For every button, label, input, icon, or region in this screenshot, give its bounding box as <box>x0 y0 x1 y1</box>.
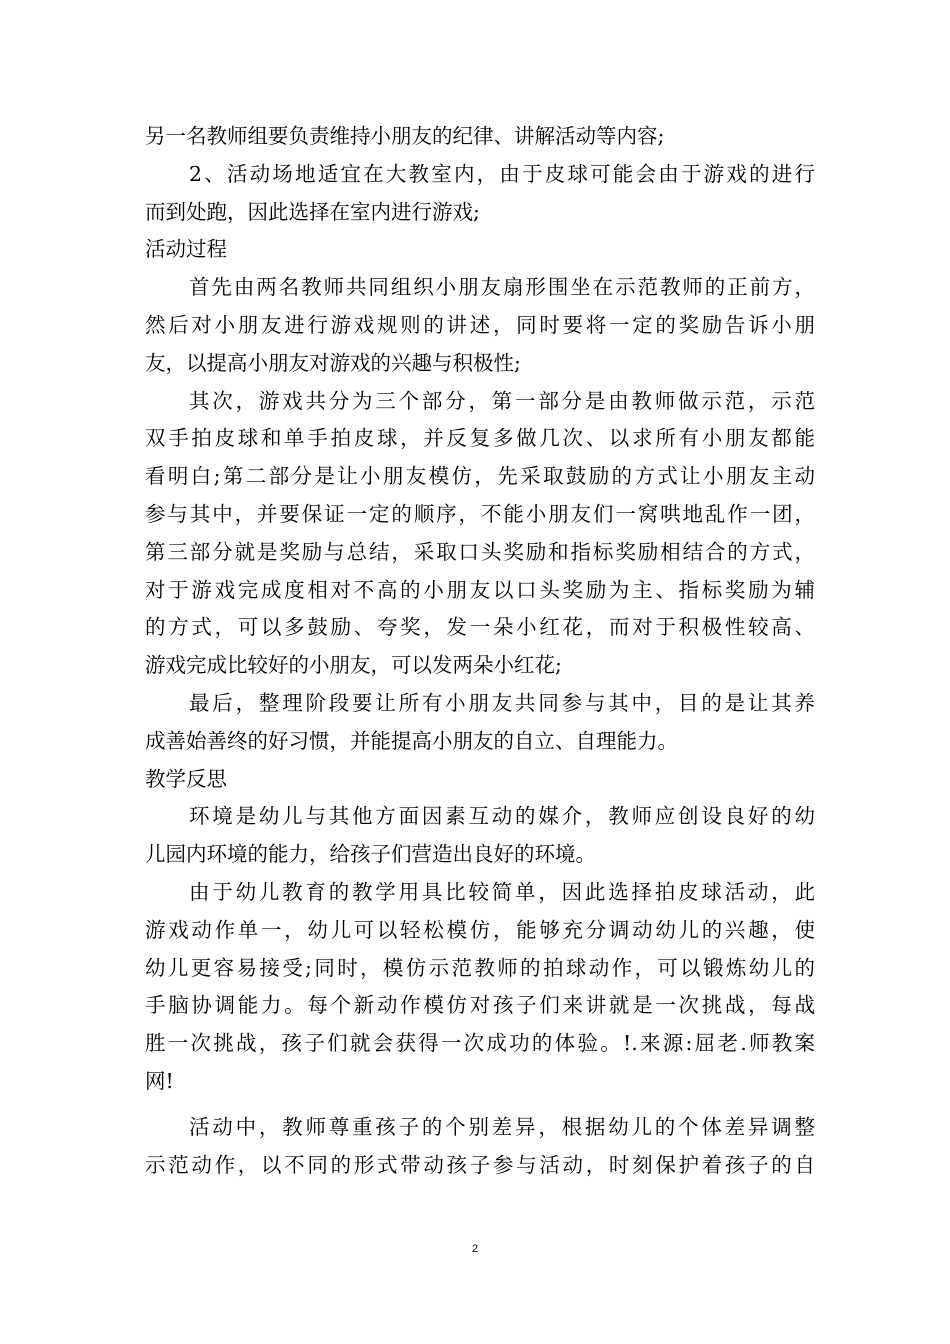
text-line: 游戏动作单一，幼儿可以轻松模仿，能够充分调动幼儿的兴趣，使 <box>145 917 815 942</box>
text-line: 第三部分就是奖励与总结，采取口头奖励和指标奖励相结合的方式， <box>145 539 815 564</box>
text-line: 其次，游戏共分为三个部分，第一部分是由教师做示范，示范 <box>189 388 815 413</box>
text-line: 另一名教师组要负责维持小朋友的纪律、讲解活动等内容; <box>145 124 665 148</box>
text-line: 最后，整理阶段要让所有小朋友共同参与其中，目的是让其养 <box>189 690 815 715</box>
text-line: 胜一次挑战，孩子们就会获得一次成功的体验。!.来源:屈老.师教案 <box>145 1031 815 1056</box>
text-line: 首先由两名教师共同组织小朋友扇形围坐在示范教师的正前方， <box>189 275 815 300</box>
section-activity-process <box>145 231 815 760</box>
paragraph-process-second <box>145 383 815 685</box>
text-line: 网! <box>145 1068 174 1093</box>
text-line: 的方式，可以多鼓励、夸奖，发一朵小红花，而对于积极性较高、 <box>145 615 815 640</box>
page-number: 2 <box>471 1243 479 1255</box>
text-line: 环境是幼儿与其他方面因素互动的媒介，教师应创设良好的幼 <box>189 804 815 829</box>
text-line: 示范动作，以不同的形式带动孩子参与活动，时刻保护着孩子的自 <box>145 1152 815 1177</box>
text-line: 成善始善终的好习惯，并能提高小朋友的自立、自理能力。 <box>145 728 678 753</box>
paragraph-continuation-discipline <box>145 118 815 156</box>
paragraph-venue <box>145 156 815 232</box>
paragraph-reflection-differences <box>145 1109 815 1185</box>
paragraph-spacer <box>145 1101 815 1109</box>
paragraph-process-first <box>145 269 815 382</box>
text-line: 参与其中，并要保证一定的顺序，不能小朋友们一窝哄地乱作一团， <box>145 501 815 526</box>
paragraph-process-last <box>145 685 815 761</box>
text-line: 由于幼儿教育的教学用具比较简单，因此选择拍皮球活动，此 <box>189 879 815 904</box>
text-line: 游戏完成比较好的小朋友，可以发两朵小红花; <box>145 653 562 678</box>
section-teaching-reflection <box>145 761 815 1185</box>
document-body <box>145 118 815 1184</box>
text-line: 看明白;第二部分是让小朋友模仿，先采取鼓励的方式让小朋友主动 <box>145 464 815 489</box>
text-line: 而到处跑，因此选择在室内进行游戏; <box>145 199 480 224</box>
text-line: 活动中，教师尊重孩子的个别差异，根据幼儿的个体差异调整 <box>189 1114 815 1139</box>
text-line: 然后对小朋友进行游戏规则的讲述，同时要将一定的奖励告诉小朋 <box>145 312 815 337</box>
section-heading-activity-process: 活动过程 <box>145 237 227 262</box>
text-line: 幼儿更容易接受;同时，模仿示范教师的拍球动作，可以锻炼幼儿的 <box>145 955 815 980</box>
paragraph-reflection-environment <box>145 798 815 874</box>
text-line: 2、活动场地适宜在大教室内，由于皮球可能会由于游戏的进行 <box>189 161 815 186</box>
text-line: 儿园内环境的能力，给孩子们营造出良好的环境。 <box>145 842 596 867</box>
text-line: 友，以提高小朋友对游戏的兴趣与积极性; <box>145 350 521 375</box>
section-heading-teaching-reflection: 教学反思 <box>145 766 227 791</box>
paragraph-reflection-tools <box>145 874 815 1101</box>
text-line: 对于游戏完成度相对不高的小朋友以口头奖励为主、指标奖励为辅 <box>145 577 815 602</box>
text-line: 手脑协调能力。每个新动作模仿对孩子们来讲就是一次挑战，每战 <box>145 993 815 1018</box>
text-line: 双手拍皮球和单手拍皮球，并反复多做几次、以求所有小朋友都能 <box>145 426 815 451</box>
